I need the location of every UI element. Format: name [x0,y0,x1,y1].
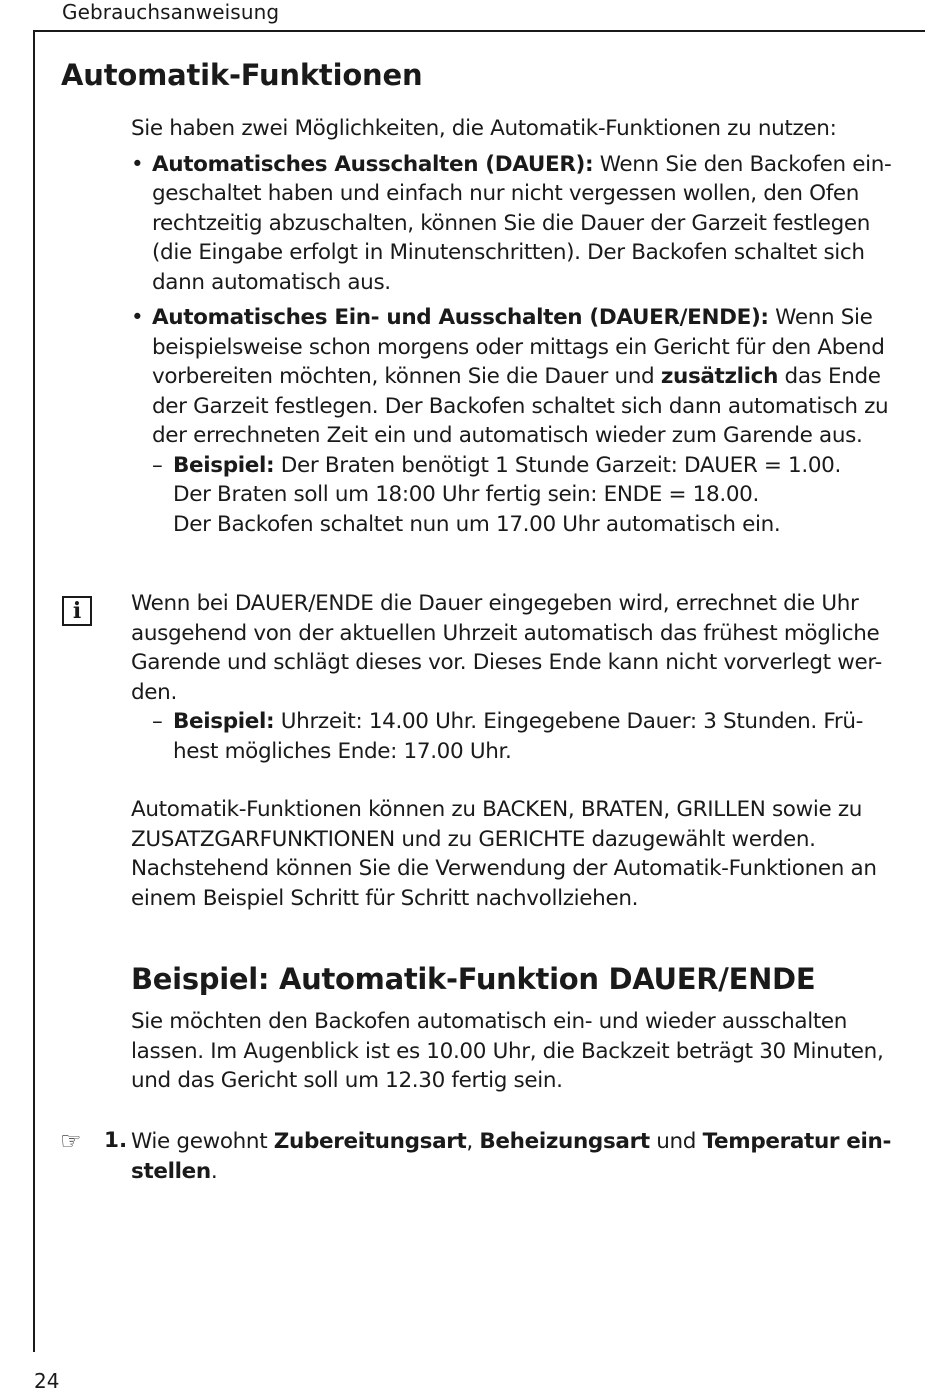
dash-marker: – [152,452,163,478]
step-text-b: und [649,1129,703,1154]
top-rule [33,30,925,32]
intro-text: Sie haben zwei Möglichkeiten, die Automatik-Funktionen zu nutzen: [131,116,837,141]
example-line2: Der Braten soll um 18:00 Uhr fertig sein: ENDE = 18.00. [173,482,759,507]
example-item [152,451,901,540]
example-section-text: Sie möchten den Backofen automatisch ein- und wieder ausschalten lassen. Im Augenblick ist es 10.00 Uhr, die Backzeit beträgt 30 Minuten, und das Gericht soll um 12.30 fertig sein. [131,1009,884,1093]
example-line1: Der Braten benötigt 1 Stunde Garzeit: DAUER = 1.00. [274,452,841,478]
bullet-text: Wenn Sie den Backofen ein-geschaltet haben und einfach nur nicht vergessen wollen, den Ofen rechtzeitig abzuschalten, können Sie die Dauer der Garzeit festlegen (die Eingabe erfolgt in Minutenschritten). Der Backofen schaltet sich dann automatisch aus. [152,151,892,295]
bullet-text-a: Wenn Sie beispielsweise schon morgens oder mittags ein Gericht für den Abend vorbereiten möchten, können Sie die Dauer und [152,305,885,389]
left-rule [33,30,35,1352]
info-icon: i [62,596,92,626]
info-example-text: Uhrzeit: 14.00 Uhr. Eingegebene Dauer: 3 Stunden. Frü-hest mögliches Ende: 17.00 Uhr. [173,709,864,764]
bullet-dot: • [131,305,144,330]
step-bold-zubereitungsart: Zubereitungsart [273,1129,467,1154]
step-bold-beheizungsart: Beheizungsart [479,1129,650,1154]
info-example-item [131,707,901,766]
page-header-label: Gebrauchsanweisung [62,0,280,24]
step-number: 1. [104,1128,128,1153]
example-section-title: Beispiel: Automatik-Funktion DAUER/ENDE [131,962,816,996]
step-paragraph [131,1127,901,1186]
section-body [131,114,901,539]
bullet-bold-emphasis: zusätzlich [660,364,779,389]
step-end: . [210,1158,218,1184]
bullet-bold-label: Automatisches Ein- und Ausschalten (DAUER/ENDE): [152,305,769,330]
paragraph-text: Automatik-Funktionen können zu BACKEN, BRATEN, GRILLEN sowie zu ZUSATZGARFUNKTIONEN und zu GERICHTE dazugewählt werden. Nachstehend können Sie die Verwendung der Automatik-Funktionen an einem Beispiel Schritt für Schritt nachvollziehen. [131,797,877,911]
dash-marker: – [152,709,163,734]
info-text: Wenn bei DAUER/ENDE die Dauer eingegeben wird, errechnet die Uhr ausgehend von der aktuellen Uhrzeit automatisch das frühest mögliche Garende und schlägt dieses vor. Dieses Ende kann nicht vorverlegt wer-den. [131,591,882,705]
paragraph-block [131,795,901,913]
example-line3: Der Backofen schaltet nun um 17.00 Uhr automatisch ein. [173,511,781,537]
bullet-dot: • [131,151,144,177]
step-text [131,1127,901,1186]
section-title: Automatik-Funktionen [61,58,423,92]
bullet-item-dauer [131,150,901,298]
step-bold-temperatur: Temperatur ein-stellen [131,1129,892,1184]
step-text-a: Wie gewohnt [131,1129,274,1154]
step-separator: , [466,1129,480,1154]
example-label: Beispiel: [173,452,275,478]
bullet-text-b: das Ende der Garzeit festlegen. Der Backofen schaltet sich dann automatisch zu der errechneten Zeit ein und automatisch wieder zum Garende aus. [152,364,889,448]
example-section-body [131,1007,901,1096]
page-number: 24 [34,1369,60,1393]
pointing-hand-icon: ☞ [60,1127,82,1155]
info-example-label: Beispiel: [173,709,275,734]
bullet-item-dauer-ende [131,303,901,539]
info-note [131,589,901,766]
bullet-bold-label: Automatisches Ausschalten (DAUER): [152,151,594,177]
